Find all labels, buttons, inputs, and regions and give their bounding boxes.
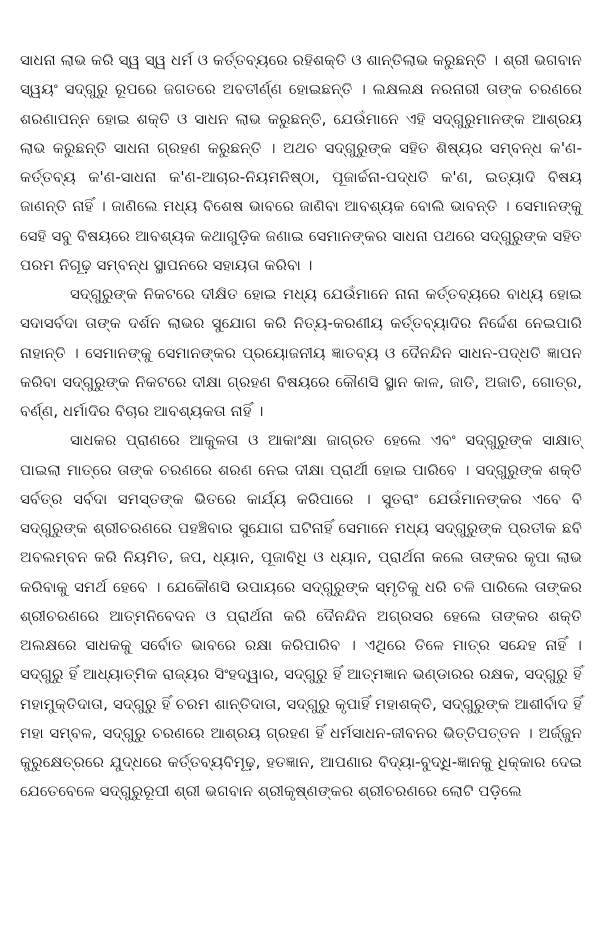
paragraph-3: ସାଧକର ପ୍ରାଣରେ ଆକୁଳତା ଓ ଆକାଂକ୍ଷା ଜାଗ୍ରତ ହେଲେ ଏବଂ ସଦ୍‌ଗୁରୁଙ୍କ ସାକ୍ଷାତ୍ ପାଇଲା ମାତ୍ରେ ତାଙ୍କ ଚରଣରେ ଶରଣ ନେଇ ଦୀକ୍ଷା ପ୍ରାର୍ଥୀ ହୋଇ ପାରିବେ । ସଦ୍‌ଗୁରୁଙ୍କ ଶକ୍ତି ସର୍ବତ୍ର ସର୍ବଦା ସମସ୍ତଙ୍କ ଭିତରେ କାର୍ଯ୍ୟ କରିପାରେ । ସୁତରାଂ ଯେଉଁମାନଙ୍କର ଏବେ ବି ସଦ୍‌ଗୁରୁଙ୍କ ଶ୍ରୀଚରଣରେ ପହଞ୍ଚିବାର ସୁଯୋଗ ଘଟିନାହିଁ ସେମାନେ ମଧ୍ୟ ସଦ୍‌ଗୁରୁଙ୍କ ପ୍ରତୀକ ଛବି ଅବଲମ୍ବନ କରି ନିୟମିତ, ଜପ, ଧ୍ୟାନ, ପୂଜାବିଧି ଓ ଧ୍ୟାନ, ପ୍ରାର୍ଥନା କଲେ ତାଙ୍କର କୃପା ଲାଭ କରିବାକୁ ସମର୍ଥ ହେବେ । ଯେକୌଣସି ଉପାୟରେ ସଦ୍‌ଗୁରୁଙ୍କ ସ୍ମୃତିକୁ ଧରି ଚଳି ପାରିଲେ ତାଙ୍କର ଶ୍ରୀଚରଣରେ ଆତ୍ମନିବେଦନ ଓ ପ୍ରାର୍ଥନା କରି ଦୈନନ୍ଦିନ ଅଗ୍ରସର ହେଲେ ତାଙ୍କର ଶକ୍ତି ଅଲକ୍ଷରେ ସାଧକକୁ ସର୍ବୋତ ଭାବରେ ରକ୍ଷା କରିପାରିବ । ଏଥିରେ ତିଳେ ମାତ୍ର ସନ୍ଦେହ ନାହିଁ । ସଦ୍‌ଗୁରୁ ହିଁ ଆଧ୍ୟାତ୍ମିକ ରାଜ୍ୟର ସିଂହଦ୍ୱାର, ସଦ୍‌ଗୁରୁ ହିଁ ଆତ୍ମଜ୍ଞାନ ଭଣ୍ଡାରର ରକ୍ଷକ, ସଦ୍‌ଗୁରୁ ହିଁ ମହାମୁକ୍ତିଦାତା, ସଦ୍‌ଗୁରୁ ହିଁ ଚରମ ଶାନ୍ତିଦାତା, ସଦ୍‌ଗୁରୁ କୃପାହିଁ ମହାଶକ୍ତି, ସଦ୍‌ଗୁରୁଙ୍କ ଆଶୀର୍ବାଦ ହିଁ ମହା ସମ୍ବଳ, ସଦ୍‌ଗୁରୁ ଚରଣରେ ଆଶ୍ରୟ ଗ୍ରହଣ ହିଁ ଧର୍ମସାଧନ-ଜୀବନର ଭିତ୍ତିପତ୍ତନ । ଅର୍ଜ୍ଜୁନ କୁରୁକ୍ଷେତ୍ରରେ ଯୁଦ୍ଧରେ କର୍ତ୍ତବ୍ୟବିମୂଢ଼, ହତଜ୍ଞାନ, ଆପଣାର ବିଦ୍ୟା-ବୁଦ୍ଧି-ଜ୍ଞାନକୁ ଧିକ୍‌କାର ଦେଇ ଯେତେବେଳେ ସଦ୍‌ଗୁରୁରୂପୀ ଶ୍ରୀ ଭଗବାନ ଶ୍ରୀକୃଷ୍ଣଙ୍କର ଶ୍ରୀଚରଣରେ ଲୋଟି ପଡ଼ିଲେ (20, 431, 582, 801)
document-page (20, 46, 582, 807)
paragraph-1: ସାଧନା ଲାଭ କରି ସ୍ୱ ସ୍ୱ ଧର୍ମ ଓ କର୍ତ୍ତବ୍ୟରେ ରହିଶକ୍ତି ଓ ଶାନ୍ତିଲାଭ କରୁଛନ୍ତି । ଶ୍ରୀ ଭଗବାନ ସ୍ୱୟଂ ସଦ୍‌ଗୁରୁ ରୂପରେ ଜଗତରେ ଅବତୀର୍ଣ୍ଣ ହୋଇଛନ୍ତି । ଲକ୍ଷଲକ୍ଷ ନରନାରୀ ତାଙ୍କ ଚରଣରେ ଶରଣାପନ୍ନ ହୋଇ ଶକ୍ତି ଓ ସାଧନ ଲାଭ କରୁଛନ୍ତି, ଯେଉଁମାନେ ଏହି ସଦ୍‌ଗୁରୁମାନଙ୍କ ଆଶ୍ରୟ ଲାଭ କରୁଛନ୍ତି ସାଧନା ଗ୍ରହଣ କରୁଛନ୍ତି । ଅଥଚ ସଦ୍‌ଗୁରୁଙ୍କ ସହିତ ଶିଷ୍ୟର ସମ୍ବନ୍ଧ କ'ଣ-କର୍ତ୍ତବ୍ୟ କ'ଣ-ସାଧନା କ'ଣ-ଆଚାର-ନିୟମନିଷ୍ଠା, ପୂଜାର୍ଚ୍ଚନା-ପଦ୍ଧତି କ'ଣ, ଇତ୍ୟାଦି ବିଷୟ ଜାଣନ୍ତି ନାହିଁ । ଜାଣିଲେ ମଧ୍ୟ ବିଶେଷ ଭାବରେ ଜାଣିବା ଆବଶ୍ୟକ ବୋଲି ଭାବନ୍ତି । ସେମାନଙ୍କୁ ସେହି ସବୁ ବିଷୟରେ ଆବଶ୍ୟକ କଥାଗୁଡ଼ିକ ଜଣାଇ ସେମାନଙ୍କର ସାଧନା ପଥରେ ସଦ୍‌ଗୁରୁଙ୍କ ସହିତ ପରମ ନିଗୂଢ଼ ସମ୍ବନ୍ଧ ସ୍ଥାପନରେ ସହାୟତା କରିବା । (20, 51, 582, 274)
paragraph-2: ସଦ୍‌ଗୁରୁଙ୍କ ନିକଟରେ ଦୀକ୍ଷିତ ହୋଇ ମଧ୍ୟ ଯେଉଁମାନେ ନାନା କର୍ତ୍ତବ୍ୟରେ ବାଧ୍ୟ ହୋଇ ସଦାସର୍ବଦା ତାଙ୍କ ଦର୍ଶନ ଲାଭର ସୁଯୋଗ କରି ନିତ୍ୟ-କରଣୀୟ କର୍ତ୍ତବ୍ୟାଦିର ନିର୍ଦ୍ଦେଶ ନେଇପାରି ନାହାନ୍ତି । ସେମାନଙ୍କୁ ସେମାନଙ୍କର ପ୍ରୟୋଜନୀୟ ଜ୍ଞାତବ୍ୟ ଓ ଦୈନନ୍ଦିନ ସାଧନ-ପଦ୍ଧତି ଜ୍ଞାପନ କରିବା ସଦ୍‌ଗୁରୁଙ୍କ ନିକଟରେ ଦୀକ୍ଷା ଗ୍ରହଣ ବିଷୟରେ କୌଣସି ସ୍ଥାନ କାଳ, ଜାତି, ଅଜାତି, ଗୋତ୍ର, ବର୍ଣ୍ଣ, ଧର୍ମାଦିର ବିଚାର ଆବଶ୍ୟକତା ନାହିଁ । (20, 285, 582, 420)
